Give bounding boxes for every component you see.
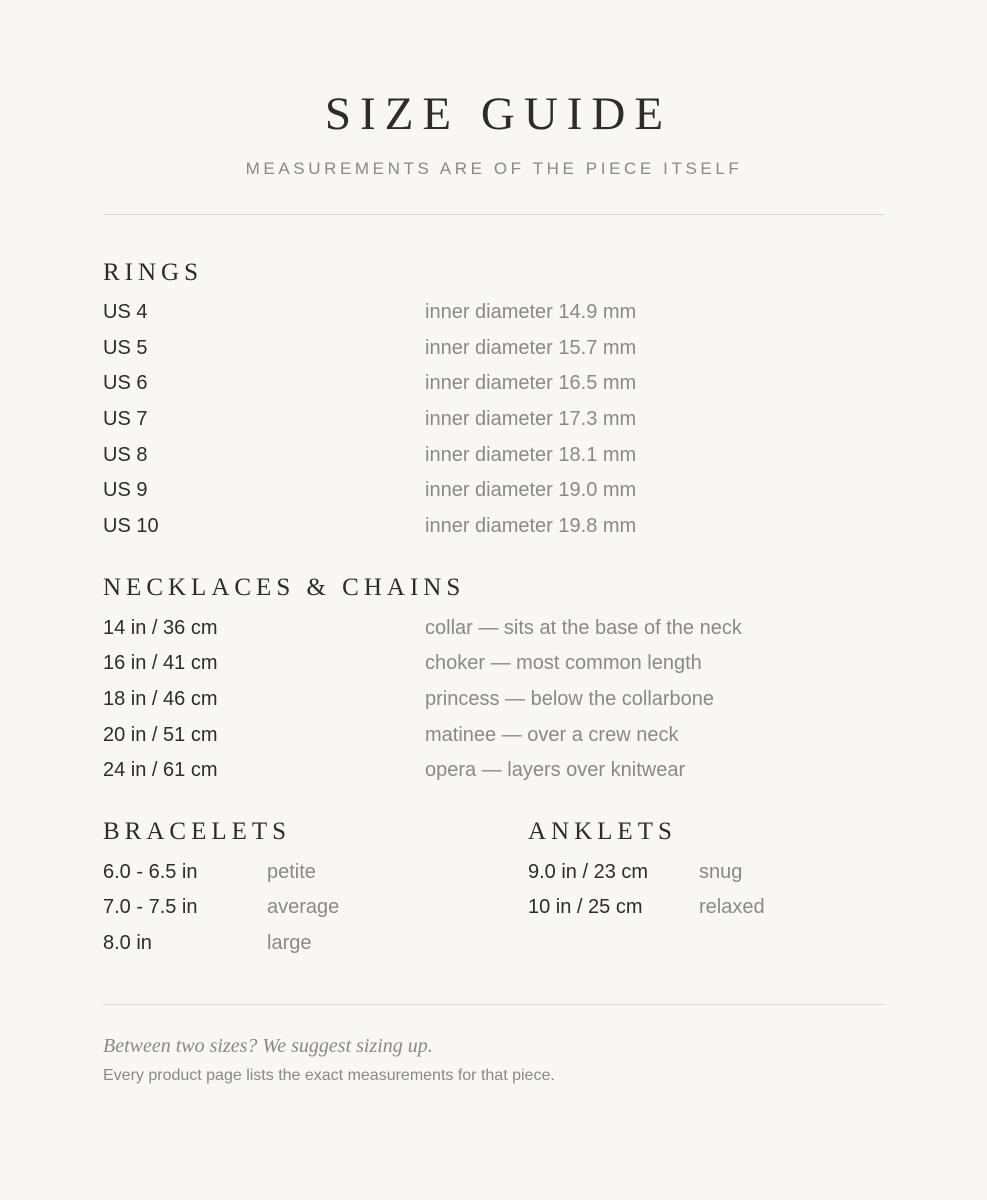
bracelet-size: 7.0 - 7.5 in bbox=[103, 896, 198, 918]
ring-measurement: inner diameter 14.9 mm bbox=[425, 301, 637, 323]
ring-size: US 8 bbox=[103, 444, 148, 466]
necklace-length: 18 in / 46 cm bbox=[103, 688, 218, 710]
necklaces-heading: NECKLACES & CHAINS bbox=[103, 574, 466, 601]
ring-measurement: inner diameter 19.8 mm bbox=[425, 515, 637, 537]
ring-measurement: inner diameter 19.0 mm bbox=[425, 479, 637, 501]
necklace-length: 20 in / 51 cm bbox=[103, 724, 218, 746]
necklace-style: choker — most common length bbox=[425, 652, 702, 674]
necklace-style: princess — below the collarbone bbox=[425, 688, 715, 710]
anklet-length: 10 in / 25 cm bbox=[528, 896, 643, 918]
ring-measurement: inner diameter 16.5 mm bbox=[425, 372, 637, 394]
table-row bbox=[103, 931, 483, 955]
bracelets-heading: BRACELETS bbox=[103, 818, 292, 845]
table-row bbox=[528, 860, 885, 884]
necklace-style: collar — sits at the base of the neck bbox=[425, 617, 742, 639]
ring-size: US 10 bbox=[103, 515, 159, 537]
footer-divider bbox=[103, 1004, 885, 1005]
anklet-fit: relaxed bbox=[699, 896, 765, 918]
table-row bbox=[103, 860, 483, 884]
page-subtitle: MEASUREMENTS ARE OF THE PIECE ITSELF bbox=[245, 159, 743, 178]
anklet-fit: snug bbox=[699, 861, 743, 883]
sizing-tip: Between two sizes? We suggest sizing up. bbox=[103, 1035, 433, 1057]
ring-size: US 9 bbox=[103, 479, 148, 501]
necklace-style: matinee — over a crew neck bbox=[425, 724, 679, 746]
ring-size: US 4 bbox=[103, 301, 148, 323]
bracelet-fit: petite bbox=[267, 861, 316, 883]
necklace-length: 16 in / 41 cm bbox=[103, 652, 218, 674]
necklace-length: 24 in / 61 cm bbox=[103, 759, 218, 781]
ring-measurement: inner diameter 17.3 mm bbox=[425, 408, 637, 430]
rings-heading: RINGS bbox=[103, 259, 204, 286]
bracelet-fit: average bbox=[267, 896, 340, 918]
ring-size: US 5 bbox=[103, 337, 148, 359]
footer-note: Every product page lists the exact measurements for that piece. bbox=[103, 1067, 555, 1084]
bracelet-size: 8.0 in bbox=[103, 932, 152, 954]
page-title: SIZE GUIDE bbox=[324, 88, 673, 140]
table-row bbox=[103, 895, 483, 919]
header-divider bbox=[103, 214, 885, 215]
necklace-length: 14 in / 36 cm bbox=[103, 617, 218, 639]
bracelet-size: 6.0 - 6.5 in bbox=[103, 861, 198, 883]
table-row bbox=[528, 895, 885, 919]
ring-measurement: inner diameter 15.7 mm bbox=[425, 337, 637, 359]
ring-size: US 7 bbox=[103, 408, 148, 430]
bracelet-fit: large bbox=[267, 932, 312, 954]
ring-measurement: inner diameter 18.1 mm bbox=[425, 444, 637, 466]
necklace-style: opera — layers over knitwear bbox=[425, 759, 686, 781]
ring-size: US 6 bbox=[103, 372, 148, 394]
anklet-length: 9.0 in / 23 cm bbox=[528, 861, 649, 883]
anklets-heading: ANKLETS bbox=[528, 818, 677, 845]
